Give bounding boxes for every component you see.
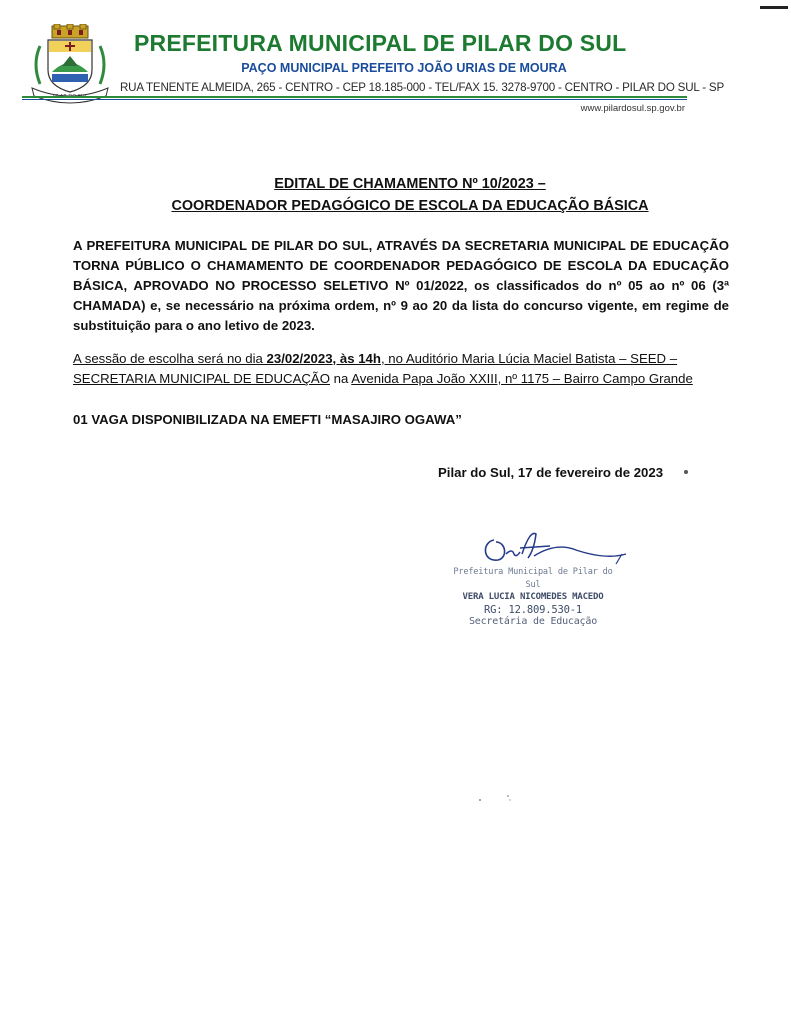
- place-date: Pilar do Sul, 17 de fevereiro de 2023: [438, 465, 664, 480]
- session-venue: , no Auditório Maria Lúcia Maciel Batista – SEED – SECRETARIA MUNICIPAL DE EDUCAÇÃO: [73, 351, 678, 386]
- notice-lead-paragraph: [73, 236, 729, 336]
- letterhead-website: www.pilardosul.sp.gov.br: [580, 103, 685, 114]
- notice-title-line2: COORDENADOR PEDAGÓGICO DE ESCOLA DA EDUCAÇÃO BÁSICA: [171, 198, 649, 214]
- session-date: 23/02/2023, às 14h: [266, 351, 381, 366]
- letterhead-rule: [22, 96, 687, 98]
- session-address: Avenida Papa João XXIII, nº 1175 – Bairro Campo Grande: [351, 371, 693, 386]
- session-paragraph: [73, 349, 733, 389]
- scan-specks: [470, 790, 530, 810]
- vacancy-line: 01 VAGA DISPONIBILIZADA NA EMEFTI “MASAJIRO OGAWA”: [73, 412, 462, 427]
- session-connector: na: [329, 371, 352, 386]
- letterhead-rule-secondary: [22, 99, 687, 100]
- ink-dot: [684, 470, 688, 474]
- stamp-rg: RG: 12.809.530-1: [484, 603, 582, 616]
- letterhead-subtitle: PAÇO MUNICIPAL PREFEITO JOÃO URIAS DE MOURA: [241, 61, 567, 75]
- notice-title: [60, 173, 760, 217]
- stamp-institution: Prefeitura Municipal de Pilar do Sul: [453, 567, 613, 590]
- letterhead-title: PREFEITURA MUNICIPAL DE PILAR DO SUL: [134, 30, 627, 56]
- notice-title-line1: EDITAL DE CHAMAMENTO Nº 10/2023 –: [274, 176, 546, 192]
- scan-edge-mark: [760, 6, 788, 9]
- stamp-role: Secretária de Educação: [468, 616, 598, 627]
- stamp-name: VERA LUCIA NICOMEDES MACEDO: [462, 592, 604, 602]
- letterhead-address: RUA TENENTE ALMEIDA, 265 - CENTRO - CEP 18.185-000 - TEL/FAX 15. 3278-9700 - CENTRO - PILAR DO SUL - SP: [120, 81, 724, 94]
- lead-uppercase-part: A PREFEITURA MUNICIPAL DE PILAR DO SUL, ATRAVÉS DA SECRETARIA MUNICIPAL DE EDUCAÇÃO TORNA PÚBLICO O CHAMAMENTO DE COORDENADOR PEDAGÓGICO DE ESCOLA DA EDUCAÇÃO BÁSICA, APROVADO NO PROCESSO SELETIVO Nº 01/2022,: [73, 238, 729, 293]
- official-stamp: [448, 566, 618, 629]
- session-intro: A sessão de escolha será no dia: [73, 351, 267, 366]
- lead-rest: os classificados do nº 05 ao nº 06 (3ª CHAMADA) e, se necessário na próxima ordem, nº 9 ao 20 da lista do concurso vigente, em regime de substituição para o ano letivo de 2023.: [73, 278, 729, 333]
- municipal-crest-icon: [22, 24, 118, 104]
